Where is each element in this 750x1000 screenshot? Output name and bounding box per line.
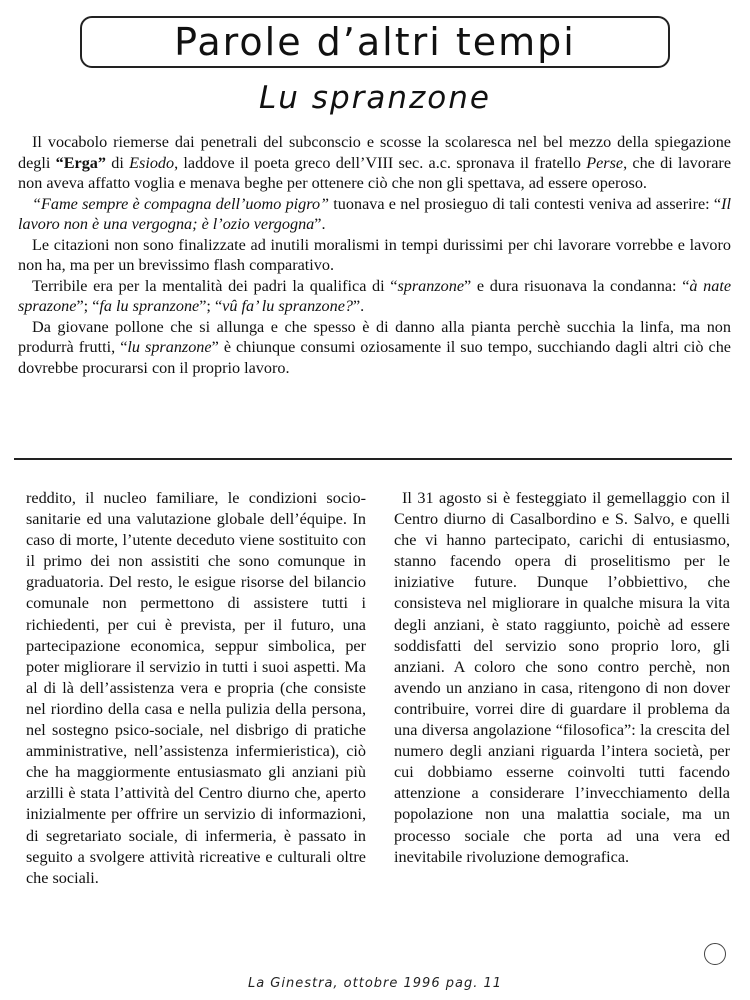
left-column	[26, 488, 366, 889]
article-title: Lu spranzone	[259, 80, 491, 116]
intro-paragraph-1: Il vocabolo riemerse dai penetrali del subconscio e scosse la scolaresca nel bel mezzo della spiegazione degli “Erga” di Esiodo, laddove il poeta greco dell’VIII sec. a.c. spronava il fratello Perse, che di lavorare non aveva affatto voglia e menava beghe per ottenere ciò che non gli spettava, ad essere operoso.	[18, 133, 732, 192]
page-end-circle-icon	[704, 943, 726, 965]
page-footer: La Ginestra, ottobre 1996 pag. 11	[247, 976, 503, 991]
intro-paragraph-3: Le citazioni non sono finalizzate ad inutili moralismi in tempi durissimi per chi lavorare vorrebbe e lavoro non ha, ma per un brevissimo flash comparativo.	[18, 235, 731, 274]
intro-paragraph-5: Da giovane pollone che si allunga e che spesso è di danno alla pianta perchè succhia la linfa, ma non produrrà frutti, “lu spranzone” è chiunque consumi oziosamente il suo tempo, succhiando dagli altri ciò che dovrebbe procurarsi con il proprio lavoro.	[18, 317, 731, 377]
left-column-text: reddito, il nucleo familiare, le condizioni socio-sanitarie ed una valutazione globale dell’équipe. In caso di morte, l’utente deceduto viene sostituito con il primo dei non assistiti che sono comunque in graduatoria. Del resto, le esigue risorse del bilancio comunale non permettono di assistere tutti i richiedenti, per cui è prevista, per il futuro, una partecipazione economica, seppur simbolica, per poter migliorare il servizio in tutti i suoi aspetti. Ma al di là dell’assistenza vera e propria (che consiste nel riordino della casa e nella pulizia della persona, nel sostegno psico-sociale, nel disbrigo di pratiche amministrative, nell’assistenza infermieristica), ciò che ha maggiormente entusiasmato gli anziani più arzilli è stata l’attività del Centro diurno che, aperto inizialmente per offrire un servizio di informazioni, di segretariato sociale, di infermeria, è passato in seguito a svolgere attività ricreative e culturali oltre che sociali.	[26, 489, 366, 887]
intro-paragraph-2: “Fame sempre è compagna dell’uomo pigro” tuonava e nel prosieguo di tali contesti veniva ad asserire: “Il lavoro non è una vergogna; è l’ozio vergogna”.	[18, 194, 731, 233]
header-title: Parole d’altri tempi	[174, 20, 576, 64]
right-column-text: Il 31 agosto si è festeggiato il gemellaggio con il Centro diurno di Casalbordino e S. Salvo, e quelli che vi hanno partecipato, carichi di entusiasmo, stanno facendo opera di proselitismo per le iniziative future. Dunque l’obbiettivo, che consisteva nel migliorare in qualche misura la vita degli anziani, è stato raggiunto, poichè ad essere soddisfatti del servizio sono proprio loro, gli anziani. A coloro che sono contro perchè, non avendo un anziano in casa, ritengono di non dover contribuire, vorrei dire di guardare il problema da una diversa angolazione “filosofica”: la crescita del numero degli anziani riguarda l’intera società, per cui dobbiamo esserne coinvolti tutti facendo attenzione a considerare l’invecchiamento della popolazione non una malattia sociale, ma un processo sociale che porta ad una vera ed inevitabile rivoluzione demografica.	[394, 489, 730, 866]
intro-paragraph-4: Terribile era per la mentalità dei padri la qualifica di “spranzone” e dura risuonava la condanna: “à nate sprazone”; “fa lu spranzone”; “vû fa’ lu spranzone?”.	[18, 276, 732, 315]
header-box	[80, 16, 670, 68]
right-column	[394, 488, 730, 868]
intro-text	[18, 132, 731, 378]
section-divider	[14, 458, 732, 460]
